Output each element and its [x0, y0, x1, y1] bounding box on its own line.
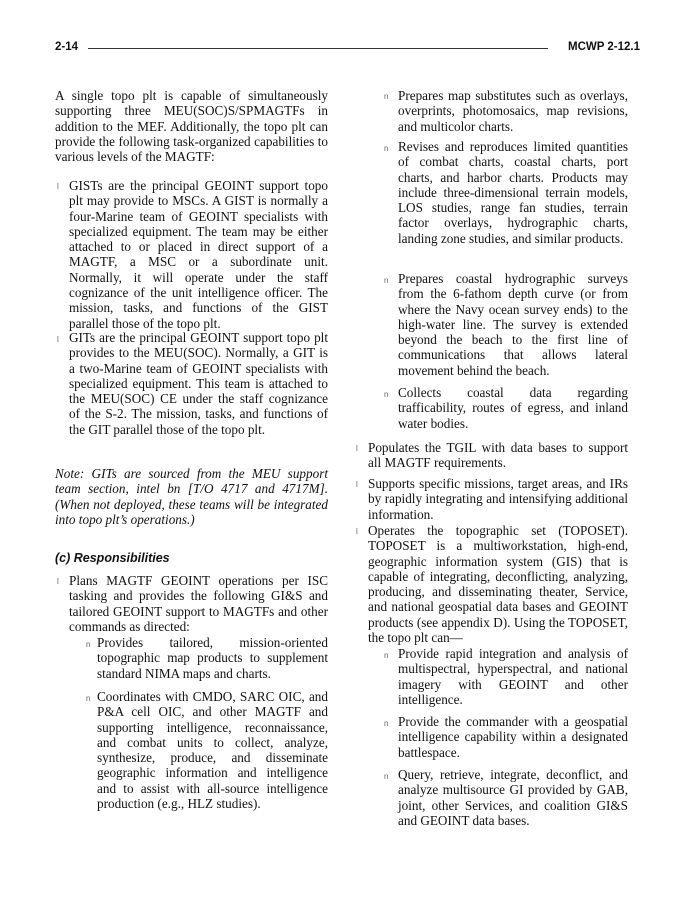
sub-list-item: Provide rapid integration and analysis of multispectral, hyperspectral, and national imagery with GEOINT and other intelligence.	[398, 646, 628, 707]
list-item: GISTs are the principal GEOINT support topo plt may provide to MSCs. A GIST is normally a four-Marine team of GEOINT specialists with specialized equipment. The team may be either attached to or placed in direct support of a MAGTF, a MSC or a subordinate unit. Normally, it will operate under the staff cognizance of the unit intelligence officer. The mission, tasks, and functions of the GIST parallel those of the topo plt.	[69, 178, 328, 331]
sub-bullet-marker: n	[384, 772, 389, 781]
sub-list-item: Revises and reproduces limited quantities of combat charts, coastal charts, port charts, and harbor charts. Products may include three-dimensional terrain models, LOS studies, range fan studies, terrain factor overlays, hydrographic charts, landing zone studies, and similar products.	[398, 139, 628, 246]
list-item: Operates the topographic set (TOPOSET). TOPOSET is a multiworkstation, high-end, geographic information system (GIS) that is capable of integrating, deconflicting, analyzing, producing, and disseminating theater, Service, and national geospatial data bases and GEOINT products (see appendix D). Using the TOPOSET, the topo plt can—	[368, 523, 628, 646]
bullet-marker: l	[57, 577, 59, 586]
note-paragraph: Note: GITs are sourced from the MEU support team section, intel bn [T/O 4717 and 4717M]. (When not deployed, these teams will be integrated into topo plt’s operations.)	[55, 466, 328, 527]
sub-list-item: Prepares coastal hydrographic surveys from the 6-fathom depth curve (or from where the Navy ocean survey ends) to the high-water line. The survey is extended beyond the beach to the first line of communications that allows lateral movement behind the beach.	[398, 271, 628, 378]
sub-bullet-marker: n	[86, 694, 91, 703]
sub-list-item: Prepares map substitutes such as overlays, overprints, photomosaics, map revisions, and multicolor charts.	[398, 88, 628, 134]
sub-list-item: Coordinates with CMDO, SARC OIC, and P&A cell OIC, and other MAGTF and supporting intelligence, reconnaissance, and combat units to collect, analyze, synthesize, produce, and disseminate geographic information and intelligence and to assist with all-source intelligence production (e.g., HLZ studies).	[97, 689, 328, 812]
sub-bullet-marker: n	[384, 390, 389, 399]
intro-paragraph: A single topo plt is capable of simultaneously supporting three MEU(SOC)S/SPMAGTFs in addition to the MEF. Additionally, the topo plt can provide the following task-organized capabilities to various levels of the MAGTF:	[55, 88, 328, 165]
sub-bullet-marker: n	[86, 640, 91, 649]
list-item: GITs are the principal GEOINT support topo plt provides to the MEU(SOC). Normally, a GIT is a two-Marine team of GEOINT specialists with specialized equipment. This team is attached to the MEU(SOC) CE under the staff cognizance of the S-2. The mission, tasks, and functions of the GIT parallel those of the topo plt.	[69, 330, 328, 437]
sub-bullet-marker: n	[384, 92, 389, 101]
bullet-marker: l	[356, 480, 358, 489]
sub-list-item: Provides tailored, mission-oriented topographic map products to supplement standard NIMA maps and charts.	[97, 635, 328, 681]
sub-bullet-marker: n	[384, 719, 389, 728]
page-number: 2-14	[55, 41, 79, 53]
bullet-marker: l	[356, 444, 358, 453]
header-rule	[88, 48, 548, 49]
sub-bullet-marker: n	[384, 144, 389, 153]
bullet-marker: l	[356, 527, 358, 536]
list-item: Supports specific missions, target areas, and IRs by rapidly integrating and intensifying additional information.	[368, 476, 628, 522]
bullet-marker: l	[57, 335, 59, 344]
sub-list-item: Query, retrieve, integrate, deconflict, and analyze multisource GI provided by GAB, joint, other Services, and coalition GI&S and GEOINT data bases.	[398, 767, 628, 828]
sub-list-item: Provide the commander with a geospatial intelligence capability within a designated battlespace.	[398, 714, 628, 760]
list-item: Plans MAGTF GEOINT operations per ISC tasking and provides the following GI&S and tailored GEOINT support to MAGTFs and other commands as directed:	[69, 573, 328, 634]
sub-bullet-marker: n	[384, 276, 389, 285]
bullet-marker: l	[57, 182, 59, 191]
document-id: MCWP 2-12.1	[567, 41, 640, 53]
list-item: Populates the TGIL with data bases to support all MAGTF requirements.	[368, 440, 628, 471]
section-heading: (c) Responsibilities	[55, 551, 170, 565]
sub-list-item: Collects coastal data regarding trafficability, routes of egress, and inland water bodies.	[398, 385, 628, 431]
sub-bullet-marker: n	[384, 651, 389, 660]
